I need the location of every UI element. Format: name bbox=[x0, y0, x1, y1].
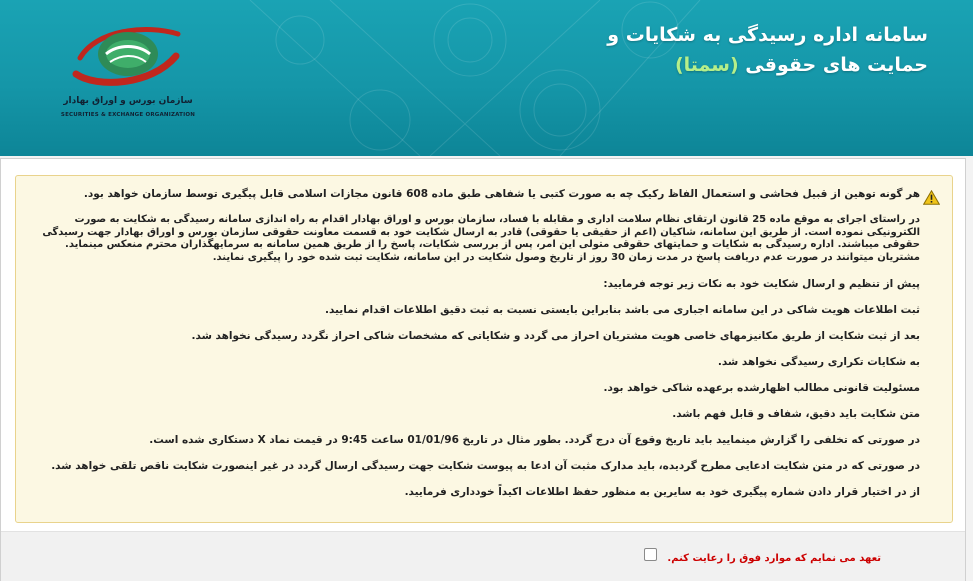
notice-paragraph-1: هر گونه توهین از قبیل فحاشی و استعمال الفاظ رکیک چه به صورت کتبی یا شفاهی طبق ماده 608 قانون مجازات اسلامی قابل پیگیری توسط سازمان خواهد بود. bbox=[83, 188, 920, 200]
title-line-2-text: حمایت های حقوقی bbox=[738, 54, 928, 76]
title-accent: (سمتا) bbox=[674, 54, 739, 76]
agreement-row bbox=[644, 545, 881, 564]
logo-text-fa: سازمان بورس و اوراق بهادار bbox=[63, 96, 193, 106]
main-content bbox=[0, 158, 966, 581]
site-header bbox=[0, 0, 973, 156]
seo-logo-icon bbox=[66, 16, 190, 96]
notice-item: متن شکایت باید دقیق، شفاف و قابل فهم باشد. bbox=[672, 408, 920, 420]
logo bbox=[48, 16, 208, 126]
notice-item: بعد از ثبت شکایت از طریق مکانیزمهای خاصی هویت مشتریان احراز می گردد و شکایاتی که مشخصات شاکی احراز نگردد رسیدگی نخواهد شد. bbox=[191, 330, 920, 342]
notice-paragraph-2: در راستای اجرای به موقع ماده 25 قانون ارتقای نظام سلامت اداری و مقابله با فساد، سازمان بورس و اوراق بهادار اقدام به راه اندازی سامانه رسیدگی به شکایت به صورت الکترونیکی نموده است. از طریق این سامانه، شاکیان (اعم از حقیقی یا حقوقی) قادر به ارسال شکایت خود به قسمت معاونت حقوقی سازمان بورس و اوراق بهادار جهت رسیدگی حقوقی میباشند. اداره رسیدگی به شکایات و حمایتهای حقوقی متولی این امر، پس از بررسی شکایات، پاسخ را از طریق همین سامانه به سرمایهگذاران محترم منعکس مینماید. مشتریان میتوانند در صورت عدم دریافت پاسخ در مدت زمان 30 روز از تاریخ وصول شکایت در این سامانه، شکایت ثبت شده خود را پیگیری نمایند. bbox=[42, 214, 920, 263]
logo-text-en: SECURITIES & EXCHANGE ORGANIZATION bbox=[60, 112, 196, 118]
notice-list bbox=[36, 277, 920, 511]
notice-item: پیش از تنظیم و ارسال شکایت خود به نکات زیر توجه فرمایید: bbox=[603, 278, 920, 290]
page-title bbox=[508, 20, 928, 80]
notice-item: به شکایات تکراری رسیدگی نخواهد شد. bbox=[717, 356, 920, 368]
notice-box bbox=[15, 175, 953, 523]
notice-item: در صورتی که در متن شکایت ادعایی مطرح گردیده، باید مدارک مثبت آن ادعا به پیوست شکایت جهت رسیدگی ارسال گردد در غیر اینصورت شکایت ناقص تلقی خواهد شد. bbox=[51, 460, 920, 472]
agreement-checkbox[interactable] bbox=[644, 548, 657, 561]
title-line-1: سامانه اداره رسیدگی به شکایات و bbox=[607, 24, 928, 46]
notice-item: ثبت اطلاعات هویت شاکی در این سامانه اجباری می باشد بنابراین بایستی نسبت به ثبت دقیق اطلاعات اقدام نمایید. bbox=[324, 304, 920, 316]
notice-item: مسئولیت قانونی مطالب اظهارشده برعهده شاکی خواهد بود. bbox=[603, 382, 920, 394]
agreement-label: تعهد می نمایم که موارد فوق را رعایت کنم. bbox=[667, 553, 881, 564]
title-line-2 bbox=[508, 50, 928, 80]
notice-item: در صورتی که تخلفی را گزارش مینمایید باید تاریخ وقوع آن درج گردد. بطور مثال در تاریخ 01/01/96 ساعت 9:45 در قیمت نماد X دستکاری شده است. bbox=[149, 434, 920, 446]
notice-item: از در اختیار قرار دادن شماره پیگیری خود به سایرین به منظور حفظ اطلاعات اکیداً خودداری فرمایید. bbox=[404, 486, 920, 498]
warning-icon bbox=[923, 190, 940, 205]
